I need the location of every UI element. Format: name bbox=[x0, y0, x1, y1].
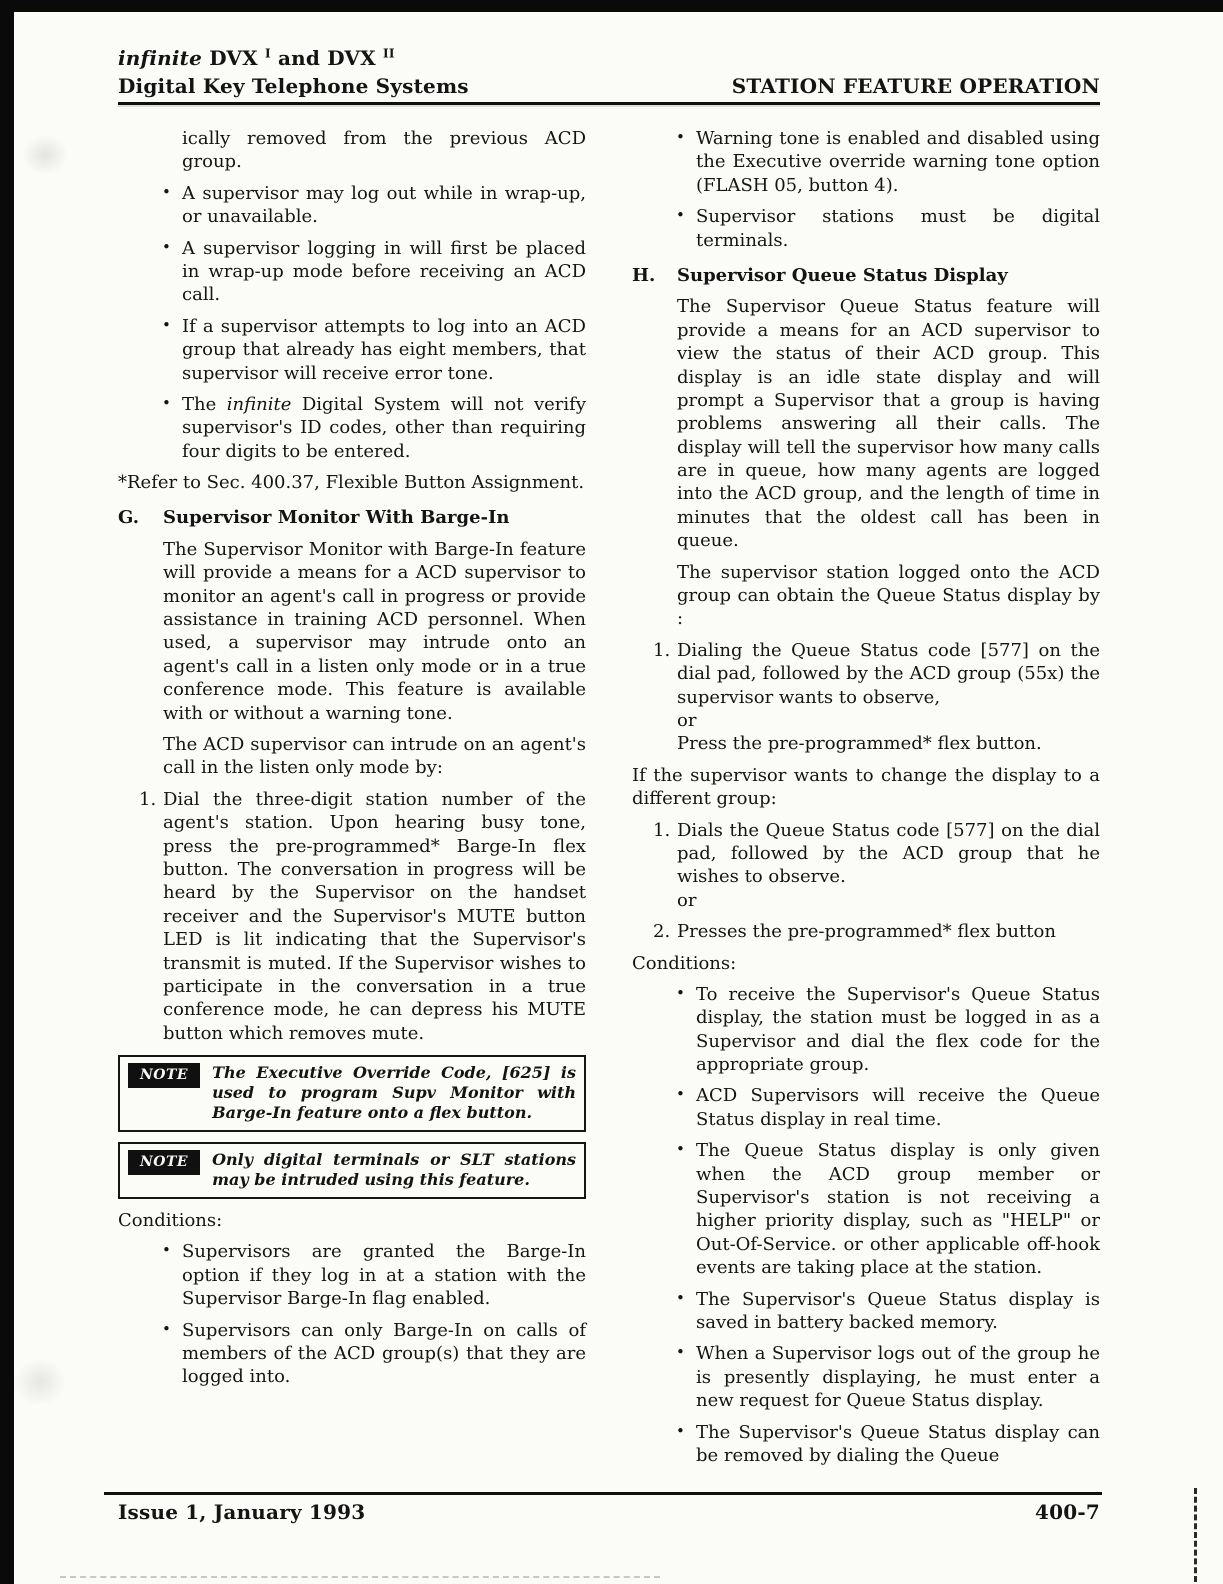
list-item-text: The Supervisor's Queue Status display can be removed by dialing the Queue bbox=[696, 1421, 1100, 1466]
note-label: NOTE bbox=[128, 1063, 200, 1088]
bullet-marker: • bbox=[162, 393, 171, 412]
bullet-marker: • bbox=[676, 1343, 685, 1362]
step-text: Presses the pre-programmed* flex button bbox=[677, 921, 1056, 943]
list-item-text: The Supervisor's Queue Status display is saved in battery backed memory. bbox=[696, 1288, 1100, 1333]
scan-artifact-dashed-bottom bbox=[60, 1576, 660, 1578]
bullet-marker: • bbox=[676, 1140, 685, 1159]
list-item bbox=[118, 182, 586, 229]
paragraph: The Supervisor Queue Status feature will provide a means for an ACD supervisor to view the status of their ACD group. This display is an idle state display and will prompt a Supervisor that a group is having problems answering all their calls. The display will tell the supervisor how many calls are in queue, how many agents are logged into the ACD group, and the length of time in minutes that the oldest call has been in queue. bbox=[677, 296, 1100, 552]
page-footer bbox=[118, 1500, 1100, 1524]
brand-sup2: II bbox=[383, 46, 395, 61]
step-number: 2. bbox=[653, 921, 671, 943]
list-item-text: A supervisor logging in will first be placed in wrap-up mode before receiving an ACD call. bbox=[182, 237, 586, 306]
numbered-step bbox=[632, 920, 1100, 943]
step-text: Dial the three-digit station number of the agent's station. Upon hearing busy tone, press the pre-programmed* Barge-In flex button. The conversation in progress will be heard by the Supervisor on the handset receiver and the Supervisor's MUTE button LED is lit indicating that the Supervisor's transmit is muted. If the Supervisor wishes to participate in the conversation in a true conference mode, he can depress his MUTE button which removes mute. bbox=[163, 788, 586, 1044]
list-item bbox=[118, 237, 586, 307]
step-number: 1. bbox=[653, 819, 671, 841]
footer-rule bbox=[104, 1492, 1102, 1495]
list-item bbox=[632, 1288, 1100, 1335]
numbered-step bbox=[632, 819, 1100, 913]
step-number: 1. bbox=[139, 788, 157, 810]
step-text: Dials the Queue Status code [577] on the dial pad, followed by the ACD group that he wishes to observe. bbox=[677, 819, 1100, 888]
section-heading-g bbox=[118, 506, 586, 529]
list-item-text: Supervisors are granted the Barge-In option if they log in at a station with the Supervisor Barge-In flag enabled. bbox=[182, 1241, 586, 1310]
bullet-marker: • bbox=[162, 1241, 171, 1260]
scan-smudge bbox=[14, 1358, 66, 1406]
list-item-text: When a Supervisor logs out of the group he is presently displaying, he must enter a new request for Queue Status display. bbox=[696, 1343, 1100, 1412]
list-item bbox=[118, 315, 586, 385]
header-section-title: STATION FEATURE OPERATION bbox=[731, 74, 1100, 98]
bullet-marker: • bbox=[676, 1421, 685, 1440]
step-number: 1. bbox=[653, 639, 671, 661]
header-rule bbox=[118, 102, 1100, 105]
section-heading-h bbox=[632, 264, 1100, 287]
continuation-paragraph: ically removed from the previous ACD group. bbox=[182, 128, 586, 173]
list-item bbox=[632, 1421, 1100, 1468]
list-item bbox=[632, 205, 1100, 252]
list-item-text: To receive the Supervisor's Queue Status display, the station must be logged in as a Supervisor and dial the flex code for the appropriate group. bbox=[696, 983, 1100, 1076]
right-column bbox=[632, 127, 1100, 1475]
paragraph: The supervisor station logged onto the ACD group can obtain the Queue Status display by : bbox=[677, 561, 1100, 630]
product-title bbox=[118, 46, 1100, 70]
note-box bbox=[118, 1055, 586, 1132]
brand-and-dvx: and DVX bbox=[270, 46, 384, 70]
infinite-word: infinite bbox=[226, 393, 292, 415]
numbered-step bbox=[118, 788, 586, 1045]
or-line: or bbox=[677, 709, 697, 731]
step-text: Dialing the Queue Status code [577] on the dial pad, followed by the ACD group (55x) the supervisor wants to observe, bbox=[677, 639, 1100, 708]
list-item-text: A supervisor may log out while in wrap-up, or unavailable. bbox=[182, 182, 586, 228]
list-item bbox=[632, 1139, 1100, 1279]
refer-note: *Refer to Sec. 400.37, Flexible Button Assignment. bbox=[118, 472, 585, 494]
step-text: Press the pre-programmed* flex button. bbox=[677, 733, 1042, 755]
section-title: Supervisor Monitor With Barge-In bbox=[163, 507, 510, 529]
bullet-marker: • bbox=[162, 237, 171, 256]
footer-page-number: 400-7 bbox=[1035, 1500, 1100, 1524]
list-item-text: Warning tone is enabled and disabled using the Executive override warning tone option (FLASH 05, button 4). bbox=[696, 128, 1100, 196]
list-item-text: The Queue Status display is only given when the ACD group member or Supervisor's station is not receiving a higher priority display, such as "HELP" or Out-Of-Service. or other applicable off-hook events are taking place at the station. bbox=[696, 1140, 1100, 1279]
bullet-marker: • bbox=[676, 1085, 685, 1104]
list-item-text: Digital System will not verify supervisor's ID codes, other than requiring four digits to be entered. bbox=[182, 393, 587, 462]
note-text: The Executive Override Code, [625] is used to program Supv Monitor with Barge-In feature onto a flex button. bbox=[212, 1063, 576, 1123]
brand-sup1: I bbox=[265, 46, 271, 61]
page-border-left bbox=[0, 0, 14, 1584]
bullet-marker: • bbox=[162, 315, 171, 334]
conditions-label: Conditions: bbox=[118, 1210, 223, 1232]
page-content bbox=[118, 46, 1100, 1475]
list-item-text: The bbox=[182, 393, 227, 415]
or-line: or bbox=[677, 889, 697, 911]
conditions-label: Conditions: bbox=[632, 952, 737, 974]
left-column bbox=[118, 127, 586, 1475]
page-header bbox=[118, 46, 1100, 105]
note-label: NOTE bbox=[128, 1150, 200, 1175]
paragraph: The ACD supervisor can intrude on an agent's call in the listen only mode by: bbox=[163, 733, 586, 779]
scan-artifact-dashed-right bbox=[1194, 1488, 1197, 1582]
bullet-marker: • bbox=[162, 1319, 171, 1338]
list-item bbox=[632, 127, 1100, 197]
paragraph: The Supervisor Monitor with Barge-In feature will provide a means for a ACD supervisor to monitor an agent's call in progress or provide assistance in training ACD personnel. When used, a supervisor may intrude onto an agent's call in a listen only mode or in a true conference mode. This feature is available with or without a warning tone. bbox=[163, 538, 586, 724]
bullet-marker: • bbox=[676, 128, 685, 146]
list-item bbox=[632, 983, 1100, 1077]
bullet-marker: • bbox=[676, 206, 685, 225]
bullet-marker: • bbox=[676, 983, 685, 1002]
page-border-top bbox=[0, 0, 1223, 12]
list-item bbox=[118, 393, 586, 463]
list-item bbox=[632, 1342, 1100, 1412]
list-item bbox=[118, 1240, 586, 1310]
list-item bbox=[118, 1319, 586, 1389]
list-item-text: ACD Supervisors will receive the Queue Status display in real time. bbox=[696, 1085, 1100, 1130]
paragraph: If the supervisor wants to change the display to a different group: bbox=[632, 764, 1100, 810]
section-title: Supervisor Queue Status Display bbox=[677, 264, 1008, 286]
section-letter: G. bbox=[118, 507, 139, 529]
list-item-text: Supervisor stations must be digital terminals. bbox=[696, 206, 1100, 251]
brand-dvx1: DVX bbox=[202, 46, 265, 70]
note-text: Only digital terminals or SLT stations may be intruded using this feature. bbox=[212, 1150, 576, 1190]
note-box bbox=[118, 1142, 586, 1199]
list-item-text: If a supervisor attempts to log into an ACD group that already has eight members, that supervisor will receive error tone. bbox=[182, 315, 586, 384]
header-subtitle: Digital Key Telephone Systems bbox=[118, 74, 469, 98]
bullet-marker: • bbox=[162, 182, 171, 201]
bullet-marker: • bbox=[676, 1288, 685, 1307]
brand-infinite: infinite bbox=[118, 46, 203, 70]
numbered-step bbox=[632, 639, 1100, 756]
section-letter: H. bbox=[632, 264, 656, 286]
list-item-text: Supervisors can only Barge-In on calls of members of the ACD group(s) that they are logged into. bbox=[182, 1319, 586, 1388]
scan-smudge bbox=[22, 135, 68, 175]
footer-issue: Issue 1, January 1993 bbox=[118, 1500, 366, 1524]
list-item bbox=[632, 1084, 1100, 1131]
